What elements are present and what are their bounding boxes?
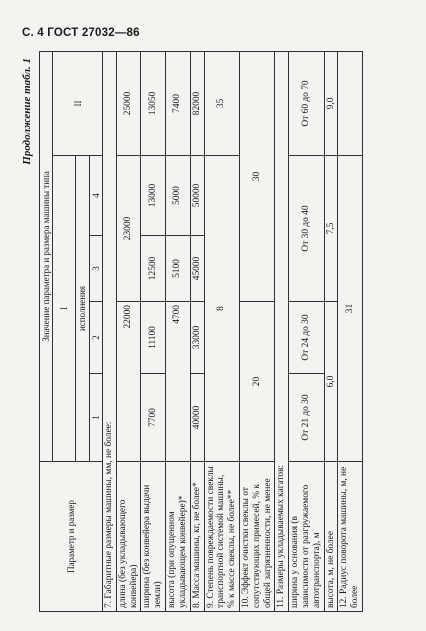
row-11-title: 11. Размеры укладываемых кагатов:	[275, 51, 289, 611]
row-8-label: 8. Масса машины, кг, не более*	[190, 462, 204, 612]
row-7a-label: длина (без укладывающего конвейера)	[116, 462, 141, 612]
header-values-group: Значение параметра и размера машины типа	[40, 51, 53, 461]
row-7a-II: 25000	[116, 51, 141, 155]
table-row	[166, 51, 191, 611]
row-9-II: 35	[204, 51, 239, 155]
row-7b-v1: 7700	[141, 374, 166, 462]
row-7b-v3: 12500	[141, 236, 166, 302]
header-row-1	[40, 51, 53, 611]
row-12-I: 31	[338, 156, 363, 462]
row-9-I: 8	[204, 156, 239, 462]
row-11a-v34: От 30 до 40	[289, 156, 324, 302]
header-variants: исполнения	[76, 156, 89, 462]
row-8-v3: 45000	[190, 236, 204, 302]
header-variant-2: 2	[89, 302, 102, 374]
row-7c-v3: 5100	[166, 236, 191, 302]
table-row	[190, 51, 204, 611]
header-param: Параметр и размер	[40, 462, 103, 612]
row-7-title: 7. Габаритные размеры машины, мм, не более:	[103, 51, 117, 611]
header-variant-3: 3	[89, 236, 102, 302]
row-10-v34: 30	[239, 51, 274, 301]
table-row	[116, 51, 141, 611]
row-11b-label: высота, м, не более	[324, 462, 338, 612]
row-7a-v2: 22000	[116, 302, 141, 462]
header-type-I: I	[53, 156, 76, 462]
rotated-table-area	[21, 52, 406, 612]
row-8-v4: 50000	[190, 156, 204, 236]
row-7b-v4: 13000	[141, 156, 166, 236]
row-10-v12: 20	[239, 302, 274, 462]
table-row	[103, 51, 117, 611]
table-row	[275, 51, 289, 611]
table-row	[239, 51, 274, 611]
row-7a-v4: 23000	[116, 156, 141, 302]
page-header: С. 4 ГОСТ 27032—86	[22, 27, 140, 39]
header-variant-4: 4	[89, 156, 102, 236]
row-11a-v2: От 24 до 30	[289, 302, 324, 374]
row-7c-label: высота (при опущенном укладывающем конвейере)*	[166, 462, 191, 612]
table-row	[141, 51, 166, 611]
table-row	[204, 51, 239, 611]
row-11a-II: От 60 до 70	[289, 51, 324, 155]
row-7b-v2: 11100	[141, 302, 166, 374]
row-11a-label: ширина у основания (в зависимости от разгружаемого автотранспорта), м	[289, 462, 324, 612]
row-8-II: 82000	[190, 51, 204, 155]
row-11a-v12: От 21 до 30	[289, 374, 324, 462]
row-11b-v12: 6,0	[324, 302, 338, 462]
row-7b-label: ширина (без конвейера выдачи земли)	[141, 462, 166, 612]
parameters-table	[39, 51, 363, 612]
table-row	[289, 51, 324, 611]
row-11b-II: 9,0	[324, 51, 338, 155]
row-8-v1: 40000	[190, 374, 204, 462]
table-continuation-label: Продолжение табл. 1	[21, 58, 33, 165]
table-row	[338, 51, 363, 611]
row-10-label: 10. Эффект очистки свеклы от сопутствующих примесей, % к общей загрязненности, не менее	[239, 462, 274, 612]
table-row	[324, 51, 338, 611]
header-variant-1: 1	[89, 374, 102, 462]
row-7c-v2: 4700	[166, 302, 191, 462]
row-7c-II: 7400	[166, 51, 191, 155]
row-7b-II: 13050	[141, 51, 166, 155]
row-11b-v34: 7,5	[324, 156, 338, 302]
row-12-label: 12. Радиус поворота машины, м, не более	[338, 462, 363, 612]
header-type-II: II	[53, 51, 103, 155]
row-8-v2: 33000	[190, 302, 204, 374]
row-9-label: 9. Степень повреждаемости свеклы транспортной системой машины, % к массе свеклы, не более**	[204, 462, 239, 612]
row-7c-v4: 5000	[166, 156, 191, 236]
